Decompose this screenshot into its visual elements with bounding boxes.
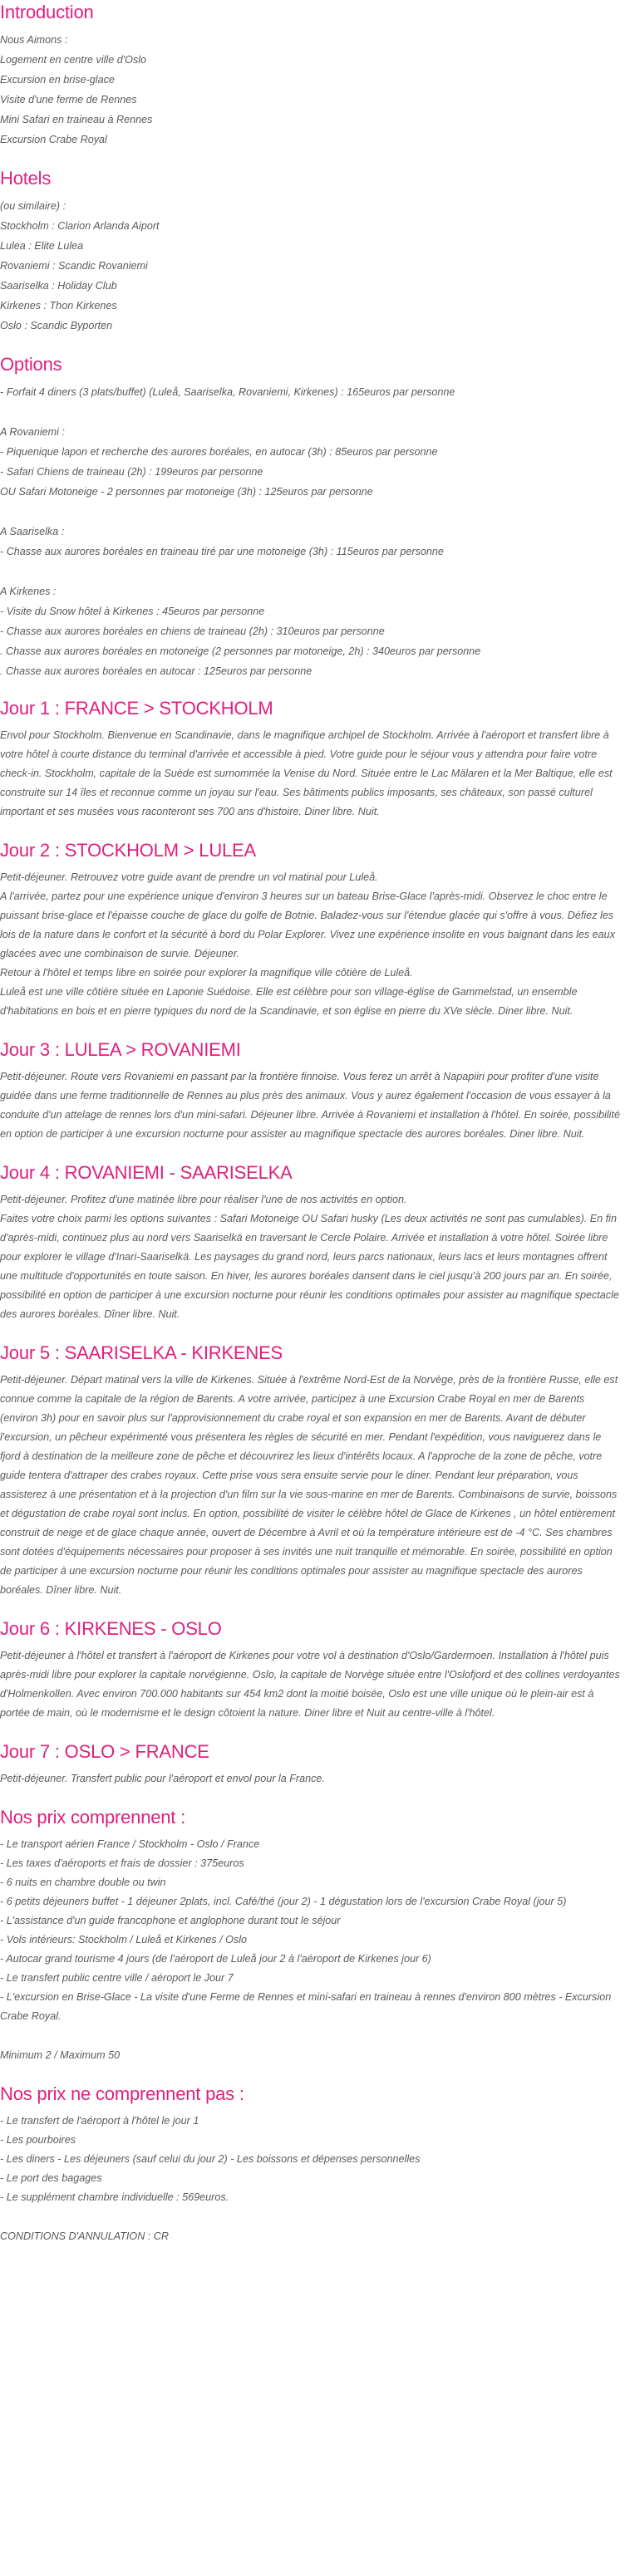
day2-paragraph: A l'arrivée, partez pour une expérience unique d'environ 3 heures sur un bateau Brise-Glace l'après-midi. Observez le choc entre le puissant brise-glace et l'épaisse couche de glace du golfe de Botnie. Baladez-vous sur l'étendue glacée qui s'offre à vous. Défiez les lois de la nature dans le confort et la sécurité à bord du Polar Explorer. Vivez une expérience insolite en vous baignant dans les eaux glacées avec une combinaison de survie. Déjeuner. [0,891,615,959]
options-section [0,354,620,681]
hotel-line: Rovaniemi : Scandic Rovaniemi [0,260,148,272]
intro-line: Excursion Crabe Royal [0,134,107,145]
day4-paragraph: Faites votre choix parmi les options suivantes : Safari Motoneige OU Safari husky (Les deux activités ne sont pas cumulables). En fin d'après-midi, continuez plus au nord vers Saariselkä en traversant le Cercle Polaire. Arrivée et installation à votre hôtel. Soirée libre pour explorer le village d'Inari-Saariselkä. Les paysages du grand nord, leurs parcs nationaux, leurs lacs et leurs montagnes offrent une multitude d'opportunités en toute saison. En hiver, les aurores boréales dansent dans le ciel jusqu'à 200 jours par an. En soirée, possibilité en option de participer à une excursion nocturne pour réunir les conditions optimales pour assister au magnifique spectacle des aurores boréales. Dîner libre. Nuit. [0,1213,619,1320]
day1-section [0,698,620,822]
day7-text: Petit-déjeuner. Transfert public pour l'aéroport et envol pour la France. [0,1773,325,1784]
introduction-section [0,2,620,150]
excluded-item: - Les diners - Les déjeuners (sauf celui du jour 2) - Les boissons et dépenses personnelles [0,2153,421,2165]
group-size: Minimum 2 / Maximum 50 [0,2049,121,2061]
hotels-section [0,168,620,336]
hotel-line: Lulea : Elite Lulea [0,240,84,252]
included-item: - Le transfert public centre ville / aéroport le Jour 7 [0,1972,234,1984]
hotel-line: Stockholm : Clarion Arlanda Aiport [0,220,160,232]
option-line: - Piquenique lapon et recherche des aurores boréales, en autocar (3h) : 85euros par personne [0,446,438,458]
hotel-line: Saariselka : Holiday Club [0,280,117,292]
included-item: - Autocar grand tourisme 4 jours (de l'aéroport de Luleå jour 2 à l'aéroport de Kirkenes jour 6) [0,1953,431,1965]
excluded-section [0,2083,620,2246]
day6-section [0,1618,620,1723]
options-heading: Options [0,354,62,375]
included-item: - L'excursion en Brise-Glace - La visite d'une Ferme de Rennes et mini-safari en traineau à rennes d'environ 800 mètres - Excursion Crabe Royal. [0,1991,612,2022]
intro-line: Mini Safari en traineau à Rennes [0,114,153,125]
option-line: OU Safari Motoneige - 2 personnes par motoneige (3h) : 125euros par personne [0,486,373,498]
excluded-item: - Les pourboires [0,2134,76,2146]
excluded-heading: Nos prix ne comprennent pas : [0,2083,244,2104]
itinerary-document [0,2,630,2246]
day2-paragraph: Luleå est une ville côtière située en Laponie Suédoise. Elle est célèbre pour son village-église de Gammelstad, un ensemble d'habitations en bois et en pierre typiques du nord de la Scandinavie, et son église en pierre du XVe siècle. Diner libre. Nuit. [0,986,578,1017]
intro-line: Excursion en brise-glace [0,74,115,86]
day2-paragraph: Retour à l'hôtel et temps libre en soirée pour explorer la magnifique ville côtière de Luleå. [0,967,413,979]
day1-heading: Jour 1 : FRANCE > STOCKHOLM [0,698,273,719]
hotel-line: Kirkenes : Thon Kirkenes [0,300,117,312]
included-item: - L'assistance d'un guide francophone et anglophone durant tout le séjour [0,1915,341,1926]
day3-text: Petit-déjeuner. Route vers Rovaniemi en passant par la frontière finnoise. Vous ferez un arrêt à Napapiiri pour profiter d'une visite guidée dans une ferme traditionnelle de Rennes au plus près des animaux. Vous y aurez également l'occasion de vous essayer à la conduite d'un attelage de rennes lors d'un mini-safari. Déjeuner libre. Arrivée à Rovaniemi et installation à l'hôtel. En soirée, possibilité en option de participer à une excursion nocturne pour assister au magnifique spectacle des aurores boréales. Diner libre. Nuit. [0,1071,620,1140]
day6-text: Petit-déjeuner à l'hôtel et transfert à l'aéroport de Kirkenes pour votre vol à destination d'Oslo/Gardermoen. Installation à l'hôtel puis après-midi libre pour explorer la capitale norvégienne. Oslo, la capitale de Norvège située entre l'Oslofjord et des collines verdoyantes d'Holmenkollen. Avec environ 700.000 habitants sur 454 km2 dont la moitié boisée, Oslo est une ville unique où le plein-air est à portée de main, où le modernisme et le design côtoient la nature. Diner libre et Nuit au centre-ville à l'hôtel. [0,1650,620,1719]
day3-section [0,1039,620,1144]
day2-paragraph: Petit-déjeuner. Retrouvez votre guide avant de prendre un vol matinal pour Luleå. [0,871,378,883]
day1-text: Envol pour Stockholm. Bienvenue en Scandinavie, dans le magnifique archipel de Stockholm. Arrivée à l'aéroport et transfert libre à votre hôtel à courte distance du terminal d'arrivée et accessible à pied. Votre guide pour le séjour vous y attendra pour faire votre check-in. Stockholm, capitale de la Suède est surnommée la Venise du Nord. Située entre le Lac Mälaren et la Mer Baltique, elle est construite sur 14 îles et reconnue comme un joyau sur l'eau. Ses bâtiments publics imposants, ses châteaux, son passé culturel important et ses musées vous raconteront ses 700 ans d'histoire. Diner libre. Nuit. [0,729,613,817]
day4-heading: Jour 4 : ROVANIEMI - SAARISELKA [0,1162,293,1183]
excluded-item: - Le supplément chambre individuelle : 569euros. [0,2191,229,2203]
excluded-item: - Le port des bagages [0,2172,102,2184]
introduction-heading: Introduction [0,2,94,22]
excluded-item: - Le transfert de l'aéroport à l'hôtel le jour 1 [0,2115,199,2127]
hotel-line: Oslo : Scandic Byporten [0,320,113,331]
option-line: - Safari Chiens de traineau (2h) : 199euros par personne [0,466,263,478]
options-saariselka-title: A Saariselka : [0,526,65,537]
day2-section [0,840,620,1021]
included-item: - Vols intérieurs: Stockholm / Luleå et Kirkenes / Oslo [0,1934,248,1945]
day5-text: Petit-déjeuner. Départ matinal vers la ville de Kirkenes. Située à l'extrême Nord-Est de la Norvège, près de la frontière Russe, elle est connue comme la capitale de la région de Barents. A votre arrivée, participez à une Excursion Crabe Royal en mer de Barents (environ 3h) pour en savoir plus sur l'approvisionnement du crabe royal et son expansion en mer de Barents. Avant de débuter l'excursion, un pêcheur expérimenté vous présentera les règles de sécurité en mer. Pendant l'expédition, vous naviguerez dans le fjord à destination de la meilleure zone de pêche et découvrirez les lieux d'intérêts locaux. A l'approche de la zone de pêche, votre guide tentera d'attraper des crabes royaux. Cette prise vous sera ensuite servie pour le diner. Pendant leur préparation, vous assisterez à une présentation et à la projection d'un film sur la vie sous-marine en mer de Barents. Combinaisons de survie, boissons et dégustation de crabe royal sont inclus. En option, possibilité de visiter le célèbre hôtel de Glace de Kirkenes , un hôtel entièrement construit de neige et de glace chaque année, ouvert de Décembre à Avril et où la température intérieure est de -4 °C. Ses chambres sont dotées d'équipements nécessaires pour proposer à ses invités une nuit tranquille et mémorable. En soirée, possibilité en option de participer à une excursion nocturne pour réunir les conditions optimales pour assister au magnifique spectacle des aurores boréales. Dîner libre. Nuit. [0,1374,618,1596]
options-intro: - Forfait 4 diners (3 plats/buffet) (Luleå, Saariselka, Rovaniemi, Kirkenes) : 165euros par personne [0,386,455,398]
cancellation-conditions: CONDITIONS D'ANNULATION : CR [0,2230,169,2242]
day4-section [0,1162,620,1324]
day5-section [0,1342,620,1600]
intro-line: Visite d'une ferme de Rennes [0,94,137,105]
included-item: - 6 nuits en chambre double ou twin [0,1877,166,1888]
day5-heading: Jour 5 : SAARISELKA - KIRKENES [0,1342,283,1363]
option-line: - Chasse aux aurores boréales en traineau tiré par une motoneige (3h) : 115euros par personne [0,546,444,557]
options-rovaniemi-title: A Rovaniemi : [0,426,65,438]
option-line: . Chasse aux aurores boréales en motoneige (2 personnes par motoneige, 2h) : 340euros par personne [0,645,481,657]
option-line: - Chasse aux aurores boréales en chiens de traineau (2h) : 310euros par personne [0,626,385,637]
day7-section [0,1741,620,1788]
option-line: - Visite du Snow hôtel à Kirkenes : 45euros par personne [0,606,265,617]
included-section [0,1807,620,2065]
included-heading: Nos prix comprennent : [0,1807,186,1828]
option-line: . Chasse aux aurores boréales en autocar : 125euros par personne [0,665,313,677]
included-item: - Les taxes d'aéroports et frais de dossier : 375euros [0,1857,244,1869]
intro-line: Logement en centre ville d'Oslo [0,54,147,66]
included-item: - 6 petits déjeuners buffet - 1 déjeuner 2plats, incl. Café/thé (jour 2) - 1 dégustation lors de l'excursion Crabe Royal (jour 5) [0,1896,567,1907]
hotels-heading: Hotels [0,168,52,189]
day2-heading: Jour 2 : STOCKHOLM > LULEA [0,840,257,861]
included-item: - Le transport aérien France / Stockholm - Oslo / France [0,1838,260,1850]
hotel-line: (ou similaire) : [0,200,66,212]
options-kirkenes-title: A Kirkenes : [0,586,57,597]
day7-heading: Jour 7 : OSLO > FRANCE [0,1741,209,1762]
day3-heading: Jour 3 : LULEA > ROVANIEMI [0,1039,241,1060]
day6-heading: Jour 6 : KIRKENES - OSLO [0,1618,222,1639]
day4-paragraph: Petit-déjeuner. Profitez d'une matinée libre pour réaliser l'une de nos activités en option. [0,1194,407,1205]
intro-line: Nous Aimons : [0,34,68,46]
